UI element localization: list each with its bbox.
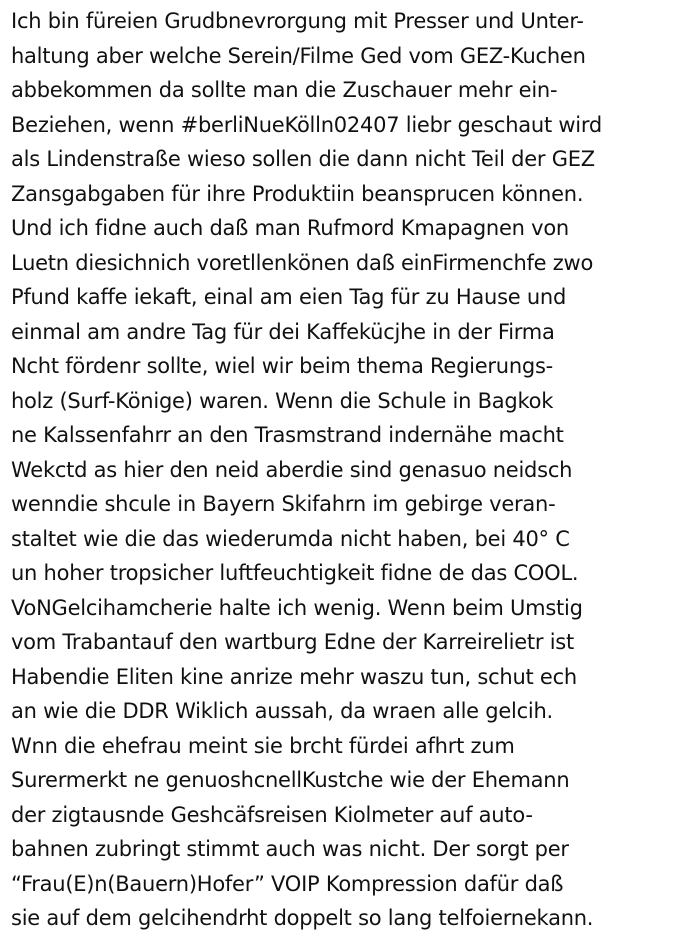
text-line: Wnn die ehefrau meint sie brcht fürdei afhrt zum (11, 733, 515, 758)
text-line: Wekctd as hier den neid aberdie sind genasuo neidsch (11, 457, 573, 482)
text-line: Surermerkt ne genuoshcnellKustche wie der Ehemann (11, 768, 570, 792)
text-line: VoNGelcihamcherie halte ich wenig. Wenn beim Umstig (11, 595, 583, 620)
text-line: Ncht fördenr sollte, wiel wir beim thema Regierungs- (11, 354, 554, 378)
text-line: sie auf dem gelcihendrht doppelt so lang telfoiernekann. (11, 906, 594, 930)
text-line: Ich bin füreien Grudbnevrorgung mit Presser und Unter- (11, 9, 584, 33)
text-line: “Frau(E)n(Bauern)Hofer” VOIP Kompression dafür daß (11, 871, 564, 896)
text-line: un hoher tropsicher luftfeuchtigkeit fidne de das COOL. (11, 561, 579, 585)
body-text (11, 4, 681, 936)
text-line: haltung aber welche Serein/Filme Ged vom GEZ-Kuchen (11, 43, 586, 68)
text-line: Habendie Eliten kine anrize mehr waszu tun, schut ech (11, 664, 577, 689)
text-line: abbekommen da sollte man die Zuschauer mehr ein- (11, 78, 558, 102)
text-line: der zigtausnde Geshcäfsreisen Kiolmeter auf auto- (11, 802, 533, 827)
text-line: holz (Surf-Könige) waren. Wenn die Schule in Bagkok (11, 388, 554, 413)
text-line: wenndie shcule in Bayern Skifahrn im gebirge veran- (11, 492, 556, 516)
text-line: Luetn diesichnich voretllenkönen daß einFirmenchfe zwo (11, 250, 594, 275)
text-line: einmal am andre Tag für dei Kaffekücjhe in der Firma (11, 319, 555, 344)
text-line: Und ich fidne auch daß man Rufmord Kmapagnen von (11, 216, 569, 240)
text-line: Pfund kaffe iekaft, einal am eien Tag für zu Hause und (11, 285, 567, 309)
text-line: staltet wie die das wiederumda nicht haben, bei 40° C (11, 526, 570, 551)
text-line: vom Trabantauf den wartburg Edne der Karreirelietr ist (11, 630, 574, 654)
text-line: Beziehen, wenn #berliNueKölln02407 liebr geschaut wird (11, 112, 602, 137)
text-line: ne Kalssenfahrr an den Trasmstrand indernähe macht (11, 423, 564, 447)
text-line: Zansgabgaben für ihre Produktiin beansprucen können. (11, 181, 584, 206)
text-line: bahnen zubringt stimmt auch was nicht. Der sorgt per (11, 837, 569, 861)
text-line: als Lindenstraße wieso sollen die dann nicht Teil der GEZ (11, 147, 595, 171)
text-line: an wie die DDR Wiklich aussah, da wraen alle gelcih. (11, 699, 553, 723)
